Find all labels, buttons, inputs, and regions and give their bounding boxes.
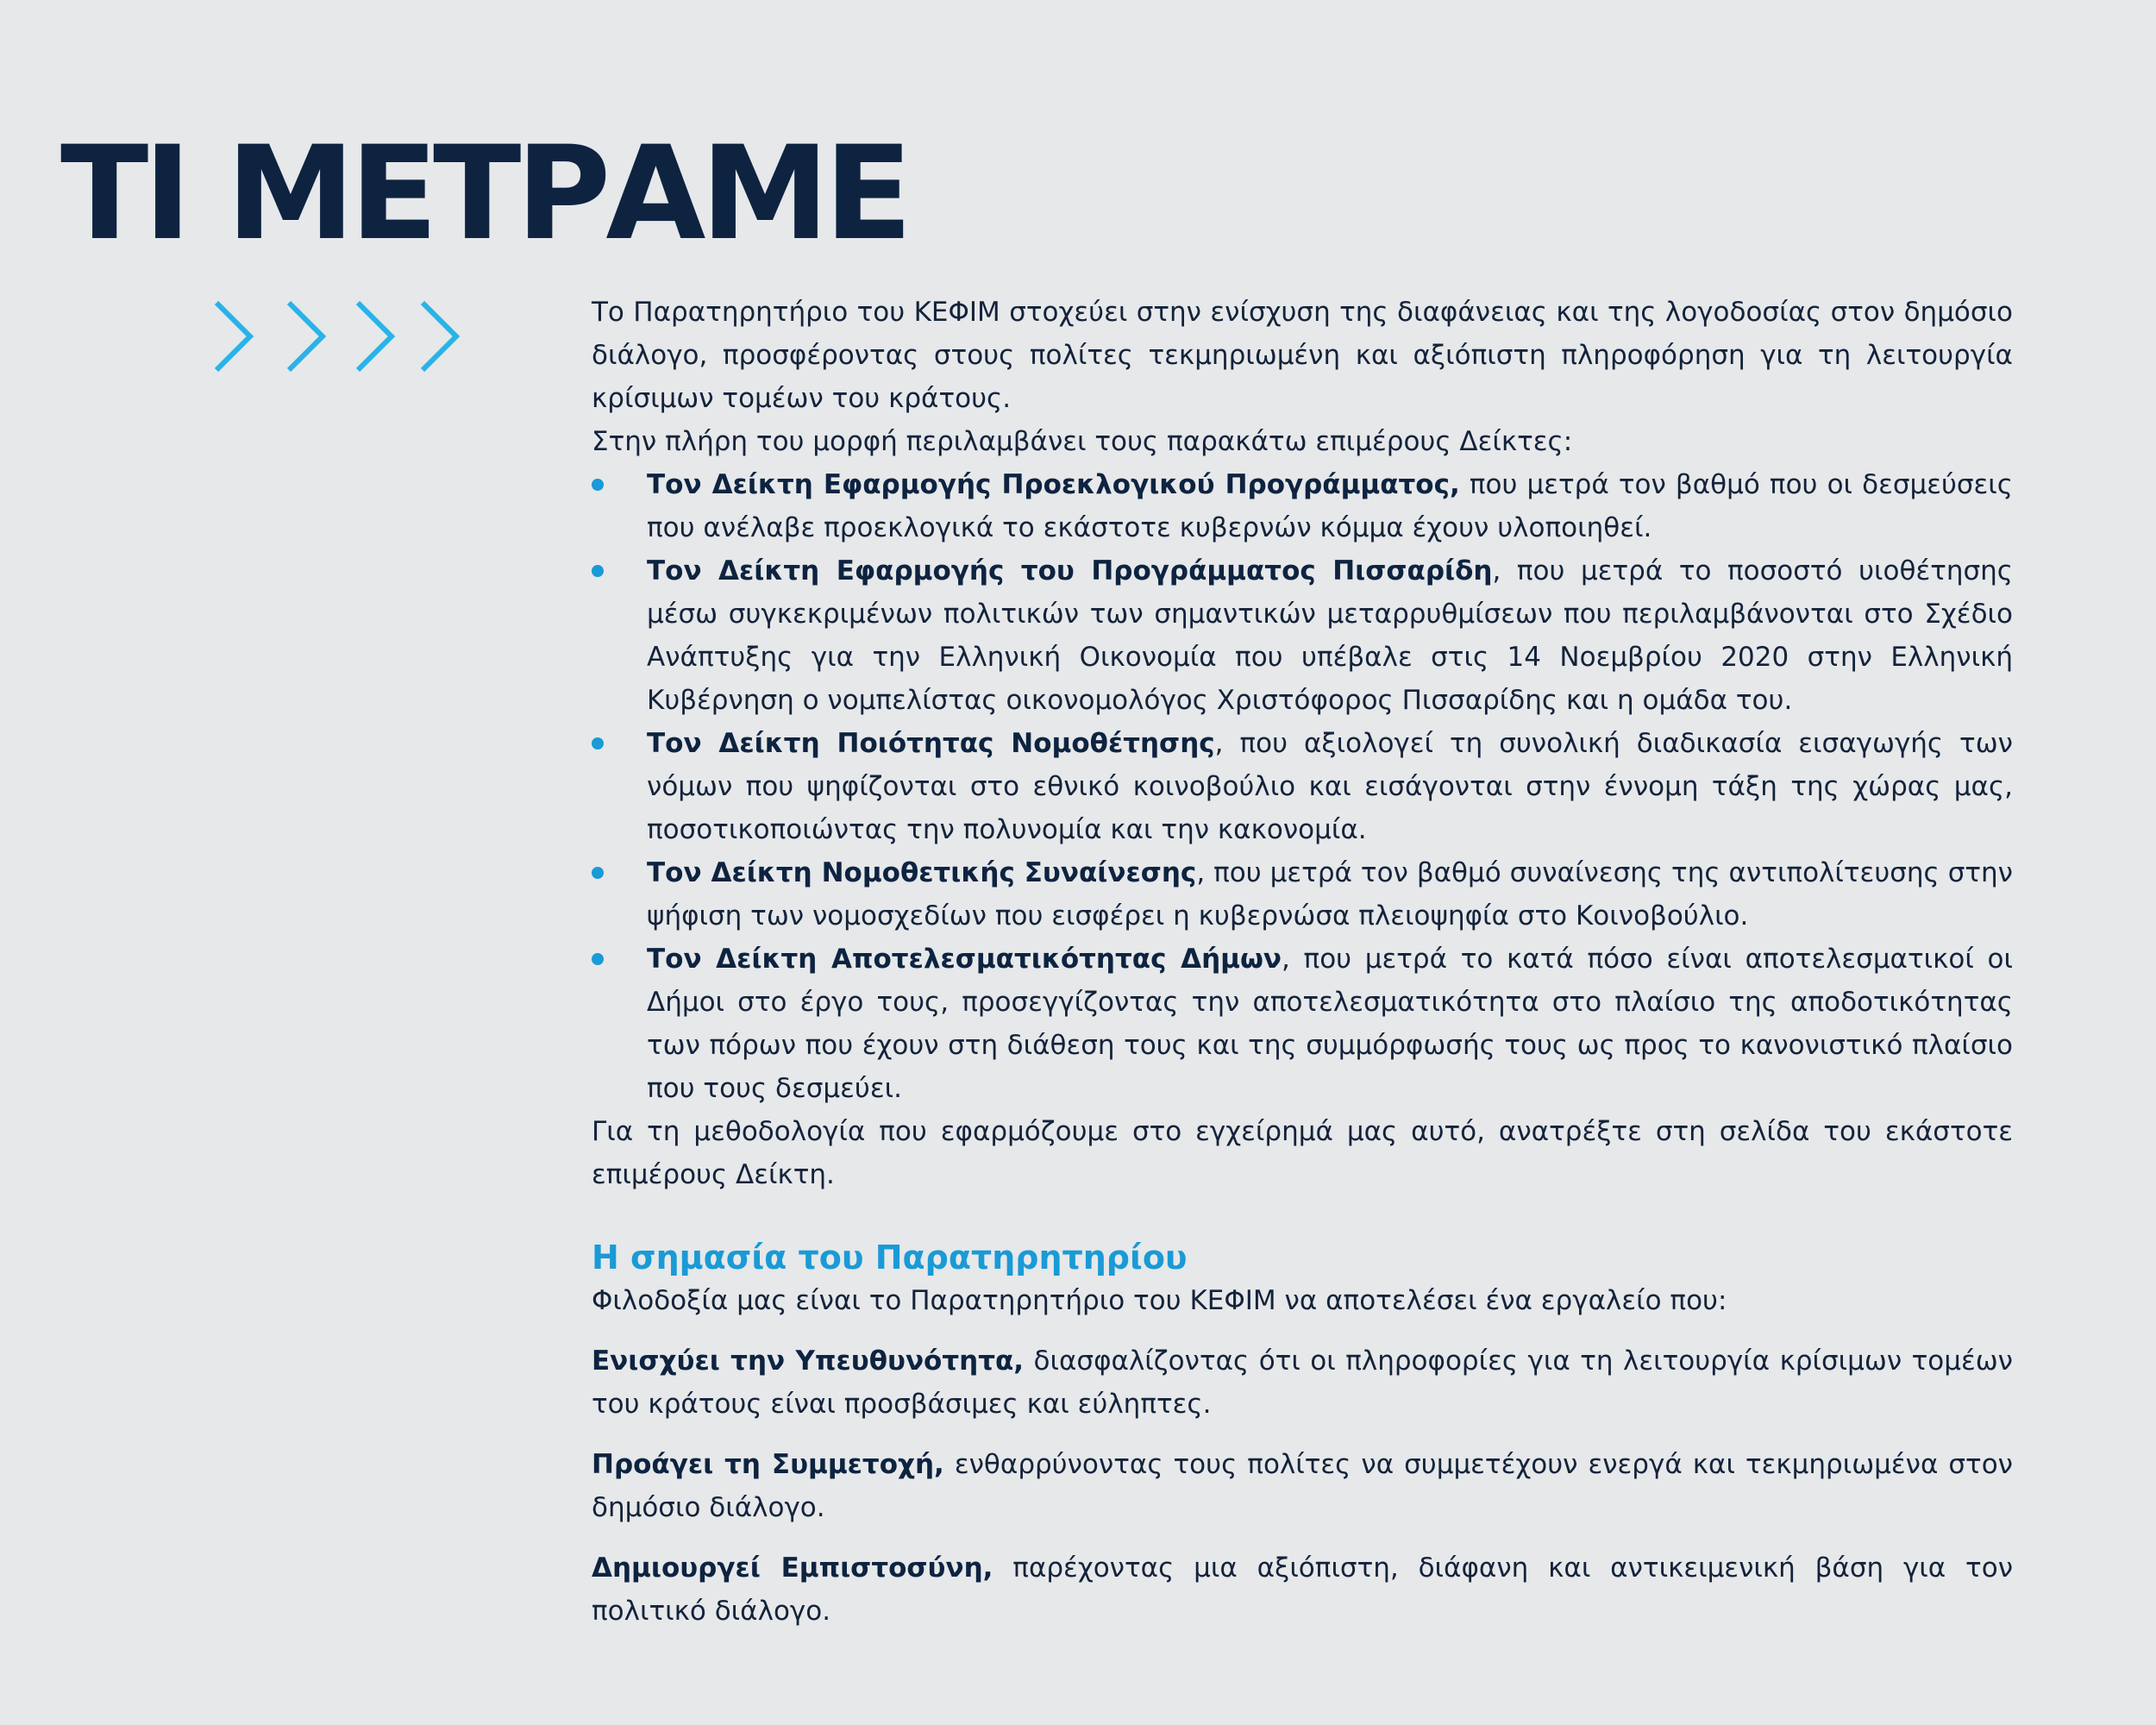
point-text: ενθαρρύνοντας τους πολίτες να συμμετέχουν ενεργά και τεκμηριωμένα στον δημόσιο διάλογο.	[592, 1449, 2013, 1523]
bullet-icon	[592, 479, 604, 491]
bullet-icon	[592, 953, 604, 965]
significance-point	[592, 1443, 2013, 1529]
significance-point	[592, 1339, 2013, 1426]
indicator-name: Τον Δείκτη Ποιότητας Νομοθέτησης	[647, 728, 1215, 759]
indicators-list	[592, 463, 2013, 1110]
indicator-name: Τον Δείκτη Νομοθετικής Συναίνεσης	[647, 857, 1197, 888]
indicator-description: , που μετρά το κατά πόσο είναι αποτελεσματικοί οι Δήμοι στο έργο τους, προσεγγίζοντας την αποτελεσματικότητα στο πλαίσιο της αποδοτικότητας των πόρων που έχουν στη διάθεση τους και της συμμόρφωσής τους ως προς το κανονιστικό πλαίσιο που τους δεσμεύει.	[647, 944, 2013, 1104]
chevron-right-icon	[216, 303, 250, 370]
significance-lead: Φιλοδοξία μας είναι το Παρατηρητήριο του ΚΕΦΙΜ να αποτελέσει ένα εργαλείο που:	[592, 1285, 1727, 1316]
significance-point	[592, 1546, 2013, 1633]
bullet-icon	[592, 565, 604, 577]
indicator-name: Τον Δείκτη Εφαρμογής του Προγράμματος Πισσαρίδη	[647, 555, 1493, 586]
main-content	[592, 291, 2013, 1633]
methodology-paragraph: Για τη μεθοδολογία που εφαρμόζουμε στο εγχείρημά μας αυτό, ανατρέξτε στη σελίδα του εκάστοτε επιμέρους Δείκτη.	[592, 1116, 2013, 1190]
chevron-right-icon	[358, 303, 392, 370]
significance-points	[592, 1339, 2013, 1633]
point-title: Δημιουργεί Εμπιστοσύνη,	[592, 1552, 993, 1584]
indicator-description: , που αξιολογεί τη συνολική διαδικασία εισαγωγής των νόμων που ψηφίζονται στο εθνικό κοινοβούλιο και εισάγονται στην έννομη τάξη της χώρας μας, ποσοτικοποιώντας την πολυνομία και την κακονομία.	[647, 728, 2013, 845]
list-item	[592, 549, 2013, 722]
indicator-description: , που μετρά τον βαθμό συναίνεσης της αντιπολίτευσης στην ψήφιση των νομοσχεδίων που εισφέρει η κυβερνώσα πλειοψηφία στο Κοινοβούλιο.	[647, 857, 2013, 932]
indicators-lead: Στην πλήρη του μορφή περιλαμβάνει τους παρακάτω επιμέρους Δείκτες:	[592, 426, 1573, 457]
page-title: ΤΙ ΜΕΤΡΑΜΕ	[60, 119, 908, 269]
indicator-name: Τον Δείκτη Εφαρμογής Προεκλογικού Προγράμματος,	[647, 469, 1460, 500]
list-item	[592, 851, 2013, 938]
indicator-name: Τον Δείκτη Αποτελεσματικότητας Δήμων	[647, 944, 1282, 975]
list-item	[592, 463, 2013, 549]
point-title: Προάγει τη Συμμετοχή,	[592, 1449, 944, 1480]
intro-paragraph: Το Παρατηρητήριο του ΚΕΦΙΜ στοχεύει στην ενίσχυση της διαφάνειας και της λογοδοσίας στον δημόσιο διάλογο, προσφέροντας στους πολίτες τεκμηριωμένη και αξιόπιστη πληροφόρηση για τη λειτουργία κρίσιμων τομέων του κράτους.	[592, 297, 2013, 414]
indicator-description: , που μετρά το ποσοστό υιοθέτησης μέσω συγκεκριμένων πολιτικών των σημαντικών μεταρρυθμίσεων που περιλαμβάνονται στο Σχέδιο Ανάπτυξης για την Ελληνική Οικονομία που υπέβαλε στις 14 Νοεμβρίου 2020 στην Ελληνική Κυβέρνηση ο νομπελίστας οικονομολόγος Χριστόφορος Πισσαρίδης και η ομάδα του.	[647, 555, 2013, 716]
point-text: παρέχοντας μια αξιόπιστη, διάφανη και αντικειμενική βάση για τον πολιτικό διάλογο.	[592, 1552, 2014, 1627]
point-title: Ενισχύει την Υπευθυνότητα,	[592, 1346, 1025, 1377]
chevron-right-icon	[289, 303, 323, 370]
chevrons-decoration	[211, 298, 470, 375]
chevron-right-icon	[423, 303, 456, 370]
point-text: διασφαλίζοντας ότι οι πληροφορίες για τη λειτουργία κρίσιμων τομέων του κράτους είναι προσβάσιμες και εύληπτες.	[592, 1346, 2013, 1420]
list-item	[592, 722, 2013, 851]
indicator-description: που μετρά τον βαθμό που οι δεσμεύσεις που ανέλαβε προεκλογικά το εκάστοτε κυβερνών κόμμα έχουν υλοποιηθεί.	[647, 469, 2013, 543]
bullet-icon	[592, 737, 604, 750]
list-item	[592, 938, 2013, 1110]
bullet-icon	[592, 867, 604, 879]
significance-heading: Η σημασία του Παρατηρητηρίου	[592, 1239, 1188, 1276]
